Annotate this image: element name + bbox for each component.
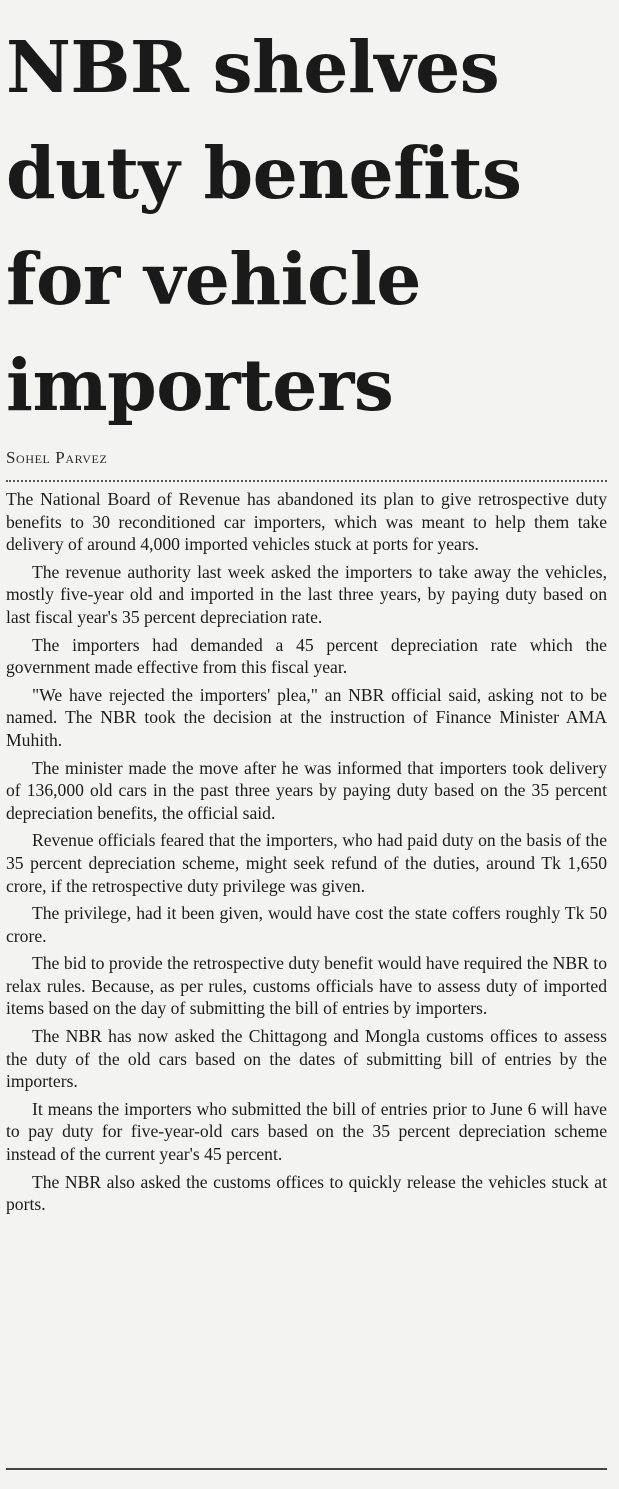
article-body	[6, 488, 607, 1216]
headline	[6, 0, 607, 438]
paragraph-9: The NBR has now asked the Chittagong and Mongla customs offices to assess the duty of the old cars based on the dates of submitting bill of entries by the importers.	[6, 1026, 607, 1092]
paragraph-1: The National Board of Revenue has abandoned its plan to give retrospective duty benefits to 30 reconditioned car importers, which was meant to help them take delivery of around 4,000 imported vehicles stuck at ports for years.	[6, 489, 607, 555]
dotted-divider	[6, 480, 607, 482]
headline-line-4: importers	[6, 343, 394, 427]
headline-line-3: for vehicle	[6, 237, 421, 321]
paragraph-7: The privilege, had it been given, would have cost the state coffers roughly Tk 50 crore.	[6, 903, 607, 946]
paragraph-2: The revenue authority last week asked the importers to take away the vehicles, mostly five-year old and imported in the last three years, by paying duty based on last fiscal year's 35 percent depreciation rate.	[6, 561, 607, 627]
paragraph-5: The minister made the move after he was informed that importers took delivery of 136,000 old cars in the past three years by paying duty based on the 35 percent depreciation benefits, the official said.	[6, 757, 607, 823]
bottom-divider	[6, 1468, 607, 1470]
paragraph-4: "We have rejected the importers' plea," an NBR official said, asking not to be named. The NBR took the decision at the instruction of Finance Minister AMA Muhith.	[6, 684, 607, 750]
headline-line-2: duty benefits	[6, 131, 522, 215]
paragraph-3: The importers had demanded a 45 percent depreciation rate which the government made effective from this fiscal year.	[6, 634, 607, 678]
headline-line-1: NBR shelves	[6, 25, 500, 109]
byline: Sohel Parvez	[6, 448, 108, 467]
paragraph-8: The bid to provide the retrospective duty benefit would have required the NBR to relax rules. Because, as per rules, customs officials have to assess duty of imported items based on the day of submitting the bill of entries by importers.	[6, 953, 607, 1019]
paragraph-11: The NBR also asked the customs offices to quickly release the vehicles stuck at ports.	[6, 1171, 607, 1215]
paragraph-10: It means the importers who submitted the bill of entries prior to June 6 will have to pay duty for five-year-old cars based on the 35 percent depreciation scheme instead of the current year's 45 percent.	[6, 1098, 607, 1165]
paragraph-6: Revenue officials feared that the importers, who had paid duty on the basis of the 35 percent depreciation scheme, might seek refund of the duties, around Tk 1,650 crore, if the retrospective duty privilege was given.	[6, 830, 607, 896]
